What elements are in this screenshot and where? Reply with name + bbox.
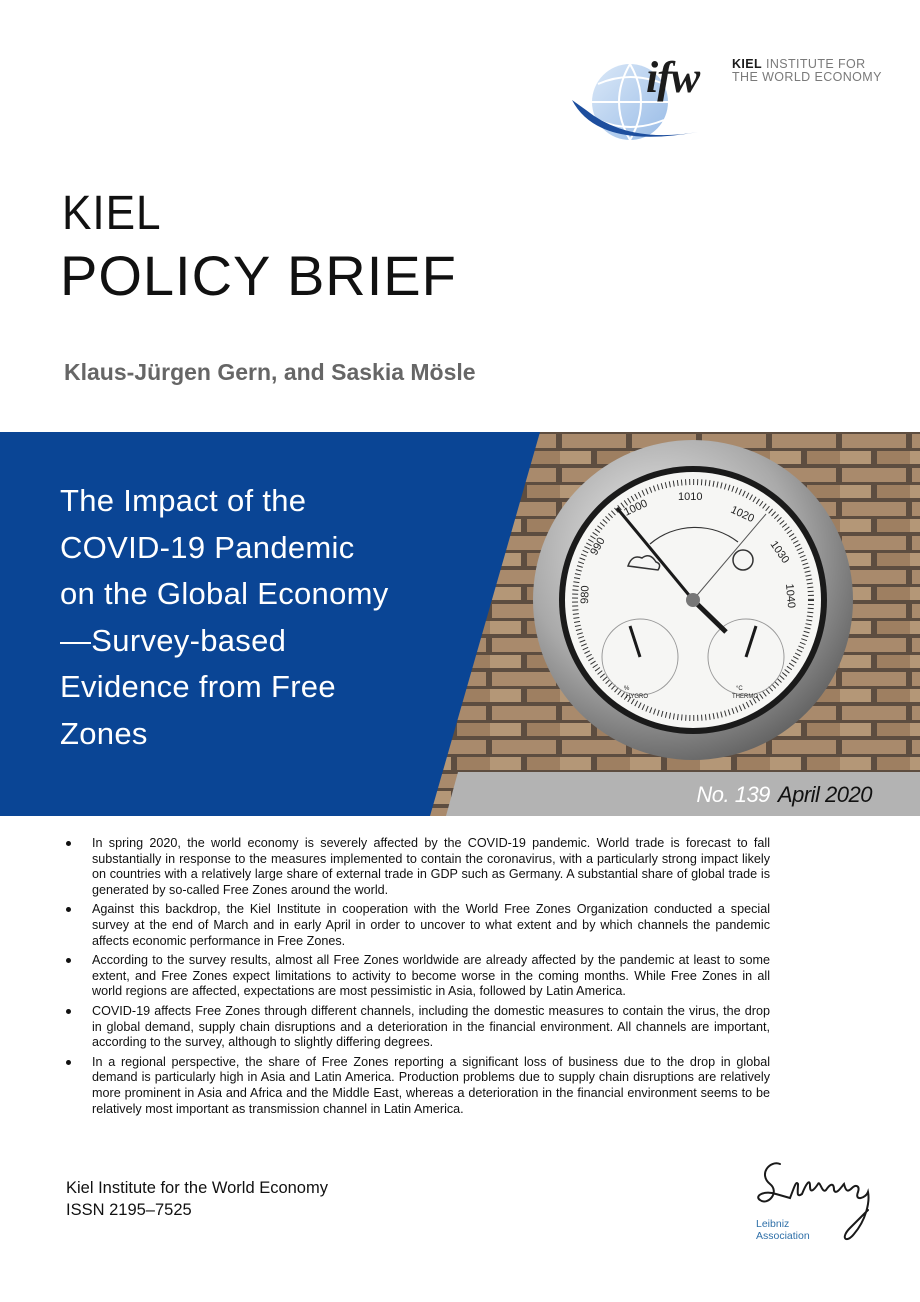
- authors: Klaus-Jürgen Gern, and Saskia Mösle: [64, 359, 476, 385]
- hygro-unit: %: [624, 686, 630, 692]
- leibniz-line1: Leibniz: [756, 1218, 790, 1230]
- footer: [66, 1178, 328, 1221]
- title-line: on the Global Economy: [60, 576, 389, 611]
- logo-world-economy: THE WORLD ECONOMY: [732, 70, 882, 84]
- series-kiel: KIEL: [62, 187, 162, 240]
- dial-label: 1010: [678, 491, 703, 503]
- title-line: Evidence from Free: [60, 669, 336, 704]
- thermo-unit: °C: [736, 686, 743, 692]
- thermo-label: THERMO: [732, 694, 758, 700]
- bullet-item: [64, 1055, 770, 1117]
- bullet-text: Against this backdrop, the Kiel Institute in cooperation with the World Free Zones Organization conducted a special survey at the end of March and in early April in order to uncover to what extent and by which channels the pandemic affects economic performance in Free Zones.: [92, 902, 770, 948]
- bullet-text: According to the survey results, almost all Free Zones worldwide are already affected by the pandemic at least to some extent, and Free Zones expect limitations to activity to become worse in the coming months. While Free Zones in all world regions are affected, expectations are most pessimistic in Asia, followed by Latin America.: [92, 953, 770, 999]
- ifw-logo: [568, 40, 898, 160]
- footer-issn: ISSN 2195–7525: [66, 1200, 192, 1219]
- title-line: —Survey-based: [60, 622, 287, 658]
- hygro-label: HYGRO: [626, 694, 649, 700]
- bullet-icon: [66, 841, 71, 846]
- report-title: [60, 478, 480, 757]
- bullet-icon: [66, 1009, 71, 1014]
- leibniz-text: [756, 1219, 810, 1242]
- series-policy-brief: POLICY BRIEF: [60, 244, 457, 307]
- dial-label: 980: [579, 585, 592, 605]
- bullet-item: [64, 836, 770, 898]
- issue-info: [696, 781, 872, 809]
- logo-mark: ifw: [646, 53, 700, 102]
- leibniz-line2: Association: [756, 1229, 810, 1242]
- logo-kiel: KIEL: [732, 57, 763, 71]
- issue-date: April 2020: [777, 782, 872, 807]
- bullet-icon: [66, 1060, 71, 1065]
- summary-bullets: [64, 836, 770, 1121]
- dial-label: 990: [588, 535, 608, 558]
- dial-label: 1040: [783, 583, 798, 609]
- logo-institute-for: INSTITUTE FOR: [762, 57, 866, 71]
- bullet-text: COVID-19 affects Free Zones through different channels, including the domestic measures to contain the virus, the drop in global demand, supply chain disruptions and a deterioration in the financial environment. All channels are important, according to the survey, although to slightly differing degrees.: [92, 1003, 770, 1050]
- issue-number: No. 139: [696, 782, 770, 807]
- footer-institute: Kiel Institute for the World Economy: [66, 1179, 328, 1197]
- title-line: Zones: [60, 715, 148, 751]
- bullet-item: [64, 953, 770, 1000]
- dial-label: 1020: [728, 503, 756, 526]
- title-line: COVID-19 Pandemic: [60, 529, 355, 565]
- dial-label: 1030: [767, 538, 792, 566]
- bullet-text: In a regional perspective, the share of Free Zones reporting a significant loss of business due to the drop in global demand is particularly high in Asia and Latin America. Production problems due to supply chain disruptions are relatively more prominent in Asia and Africa and the Middle East, whereas a deterioration in the financial environment seems to be relatively most important as transmission channel in Latin America.: [92, 1054, 770, 1116]
- logo-text: [732, 58, 882, 84]
- bullet-item: [64, 1004, 770, 1051]
- dial-label: 1000: [622, 497, 650, 519]
- bullet-icon: [66, 907, 71, 912]
- leibniz-logo: [750, 1150, 880, 1250]
- bullet-icon: [66, 958, 71, 963]
- bullet-text: In spring 2020, the world economy is severely affected by the COVID-19 pandemic. World trade is forecast to fall substantially in response to the measures implemented to contain the coronavirus, with a particularly strong impact likely on countries with a relatively large share of external trade in GDP such as Germany. A substantial share of global trade is generated by so-called Free Zones around the world.: [92, 836, 770, 897]
- bullet-item: [64, 902, 770, 949]
- title-line: The Impact of the: [60, 483, 307, 518]
